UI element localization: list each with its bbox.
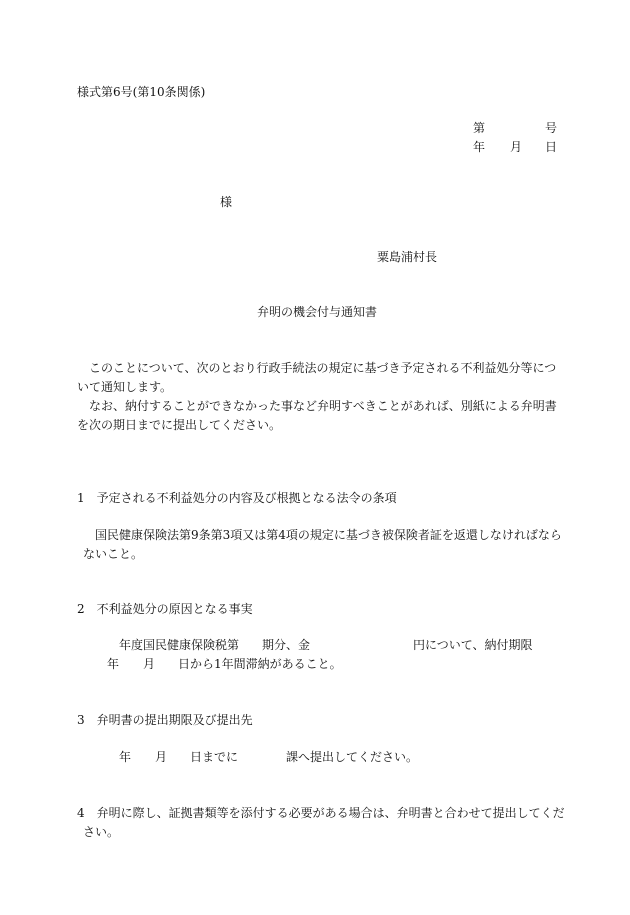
sender: 粟島浦村長 — [377, 250, 438, 264]
yen-label: 円について、納付期限 — [413, 638, 533, 652]
date-month: 月 — [510, 140, 523, 154]
section-1-line-1: 国民健康保険法第9条第3項又は第4項の規定に基づき被保険者証を返還しなければなら — [95, 528, 562, 542]
section-4-line-1: 4 弁明に際し、証拠書類等を添付する必要がある場合は、弁明書と合わせて提出してくだ — [77, 806, 565, 820]
submission-department-text: 課へ提出してください。 — [286, 750, 419, 764]
tax-period-label: 期分、金 — [262, 638, 311, 652]
submission-month: 月 — [155, 750, 168, 764]
tax-year-label: 年度国民健康保険税第 — [119, 638, 240, 652]
intro-line-2: いて通知します。 — [77, 380, 173, 394]
intro-line-3: なお、納付することができなかった事など弁明すべきことがあれば、別紙による弁明書 — [89, 399, 557, 413]
section-3-heading: 3 弁明書の提出期限及び提出先 — [77, 713, 253, 727]
form-label: 様式第6号(第10条関係) — [77, 85, 206, 99]
section-1-heading: 1 予定される不利益処分の内容及び根拠となる法令の条項 — [77, 491, 397, 505]
date-year: 年 — [473, 140, 486, 154]
section-2-heading: 2 不利益処分の原因となる事実 — [77, 602, 253, 616]
deadline-year: 年 — [107, 657, 120, 671]
section-4-line-2: さい。 — [83, 825, 120, 839]
section-1-line-2: ないこと。 — [83, 547, 144, 561]
number-suffix: 号 — [545, 121, 558, 135]
recipient-suffix: 様 — [220, 195, 233, 209]
delinquency-text: 日から1年間滞納があること。 — [178, 657, 342, 671]
number-prefix: 第 — [473, 121, 486, 135]
document-title: 弁明の機会付与通知書 — [257, 305, 378, 319]
intro-line-1: このことについて、次のとおり行政手続法の規定に基づき予定される不利益処分等につ — [89, 361, 557, 375]
date-day: 日 — [545, 140, 558, 154]
submission-day-text: 日までに — [190, 750, 239, 764]
submission-year: 年 — [119, 750, 132, 764]
deadline-month: 月 — [143, 657, 156, 671]
intro-line-4: を次の期日までに提出してください。 — [77, 418, 282, 432]
